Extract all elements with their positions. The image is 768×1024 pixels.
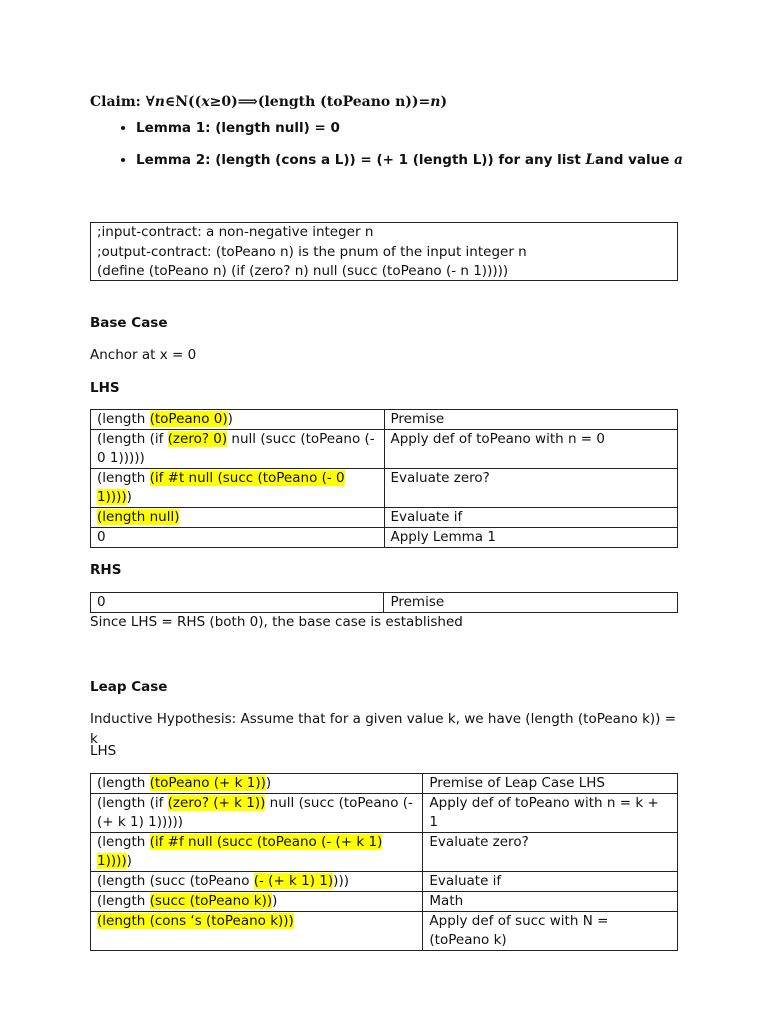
expr-highlight: (zero? 0) [167, 431, 228, 447]
expr-highlight: (length null) [97, 509, 180, 525]
justification-cell: Apply Lemma 1 [384, 528, 678, 548]
table-row [91, 892, 678, 912]
expr-post: ) [272, 893, 278, 909]
claim-statement [90, 94, 678, 110]
expr-post: ) [126, 489, 132, 505]
leap-lhs-heading: LHS [90, 743, 117, 759]
expr-highlight: (toPeano (+ k 1)) [149, 775, 266, 791]
expr-post: ) [126, 853, 132, 869]
base-rhs-table-wrap [90, 592, 678, 613]
base-lhs-table-wrap [90, 409, 678, 548]
expr-post: ) [265, 775, 272, 791]
expr-post: null (succ (toPeano (- 0 1))))) [97, 431, 375, 466]
expr-cell [91, 469, 385, 508]
table-row [91, 872, 678, 892]
expr-post: ))) [333, 873, 349, 889]
table-row [91, 912, 678, 951]
expr-cell [91, 912, 423, 951]
claim-var-n: n [154, 94, 165, 110]
justification-cell: Apply def of toPeano with n = k + 1 [423, 794, 678, 833]
expr-pre: (length [97, 834, 150, 850]
code-definition-box [90, 222, 678, 281]
base-lhs-table [90, 409, 678, 548]
expr-highlight: (toPeano 0) [149, 411, 228, 427]
lemma-2 [136, 150, 696, 170]
expr-cell: 0 [91, 593, 384, 613]
claim-var-x: x [201, 94, 210, 110]
table-row [91, 593, 678, 613]
expr-pre: (length (if [97, 795, 168, 811]
expr-cell [91, 872, 423, 892]
expr-post: ) [227, 411, 233, 427]
claim-body: ≥0)⟹(length (toPeano n))= [209, 94, 431, 110]
expr-pre: (length [97, 893, 150, 909]
justification-cell: Premise of Leap Case LHS [423, 774, 678, 794]
expr-pre: (length [97, 411, 150, 427]
justification-cell: Evaluate if [423, 872, 678, 892]
expr-highlight: (succ (toPeano k)) [149, 893, 273, 909]
expr-highlight: (length (cons ‘s (toPeano k))) [97, 913, 294, 929]
base-lhs-heading: LHS [90, 380, 120, 396]
justification-cell: Apply def of toPeano with n = 0 [384, 430, 678, 469]
expr-cell [91, 833, 423, 872]
expr-pre: (length [97, 775, 150, 791]
base-case-heading: Base Case [90, 315, 168, 331]
claim-label: Claim: [90, 94, 141, 110]
code-line-define: (define (toPeano n) (if (zero? n) null (succ (toPeano (- n 1))))) [97, 263, 509, 279]
claim-var-n-2: n [430, 94, 441, 110]
expr-highlight: (if #f null (succ (toPeano (- (+ k 1) 1)))) [97, 834, 383, 869]
expr-cell [91, 508, 385, 528]
lemma-1-text: Lemma 1: (length null) = 0 [136, 120, 340, 136]
claim-quantifier: ∀ [140, 94, 155, 110]
leap-lhs-table-wrap [90, 773, 678, 951]
leap-case-heading: Leap Case [90, 679, 168, 695]
justification-cell: Premise [384, 410, 678, 430]
table-row [91, 794, 678, 833]
lemma-2-mid: and value [595, 152, 675, 168]
lemma-2-var-a: a [674, 152, 683, 168]
claim-domain: ∈N(( [164, 94, 202, 110]
code-line-input-contract: ;input-contract: a non-negative integer n [97, 224, 374, 240]
expr-cell [91, 892, 423, 912]
expr-cell [91, 774, 423, 794]
table-row [91, 508, 678, 528]
leap-lhs-table [90, 773, 678, 951]
table-row [91, 774, 678, 794]
expr-cell [91, 794, 423, 833]
justification-cell: Evaluate zero? [384, 469, 678, 508]
table-row [91, 469, 678, 508]
base-conclusion: Since LHS = RHS (both 0), the base case is established [90, 614, 463, 630]
code-line-output-contract: ;output-contract: (toPeano n) is the pnum of the input integer n [97, 243, 527, 260]
lemma-1 [136, 118, 696, 138]
expr-pre: 0 [97, 529, 106, 545]
expr-cell [91, 410, 385, 430]
expr-pre: (length (if [97, 431, 168, 447]
lemma-2-text: Lemma 2: (length (cons a L)) = (+ 1 (length L)) for any list [136, 152, 586, 168]
table-row [91, 410, 678, 430]
base-rhs-table [90, 592, 678, 613]
expr-cell [91, 528, 385, 548]
base-case-anchor: Anchor at x = 0 [90, 347, 197, 363]
table-row [91, 528, 678, 548]
justification-cell: Evaluate zero? [423, 833, 678, 872]
justification-cell: Evaluate if [384, 508, 678, 528]
expr-cell [91, 430, 385, 469]
inductive-hypothesis: Inductive Hypothesis: Assume that for a given value k, we have (length (toPeano k)) = k [90, 711, 677, 747]
base-rhs-heading: RHS [90, 562, 122, 578]
expr-pre: (length (succ (toPeano [97, 873, 254, 889]
table-row [91, 833, 678, 872]
lemma-2-var-l: L [585, 152, 596, 168]
table-row [91, 430, 678, 469]
expr-pre: (length [97, 470, 150, 486]
expr-highlight: (if #t null (succ (toPeano (- 0 1)))) [97, 470, 345, 505]
justification-cell: Apply def of succ with N = (toPeano k) [423, 912, 678, 951]
claim-end: ) [440, 94, 448, 110]
expr-highlight: (- (+ k 1) 1) [253, 873, 334, 889]
justification-cell: Math [423, 892, 678, 912]
expr-post: null (succ (toPeano (- (+ k 1) 1))))) [97, 795, 413, 830]
lemma-list [112, 118, 696, 182]
justification-cell: Premise [384, 593, 678, 613]
expr-highlight: (zero? (+ k 1)) [167, 795, 266, 811]
